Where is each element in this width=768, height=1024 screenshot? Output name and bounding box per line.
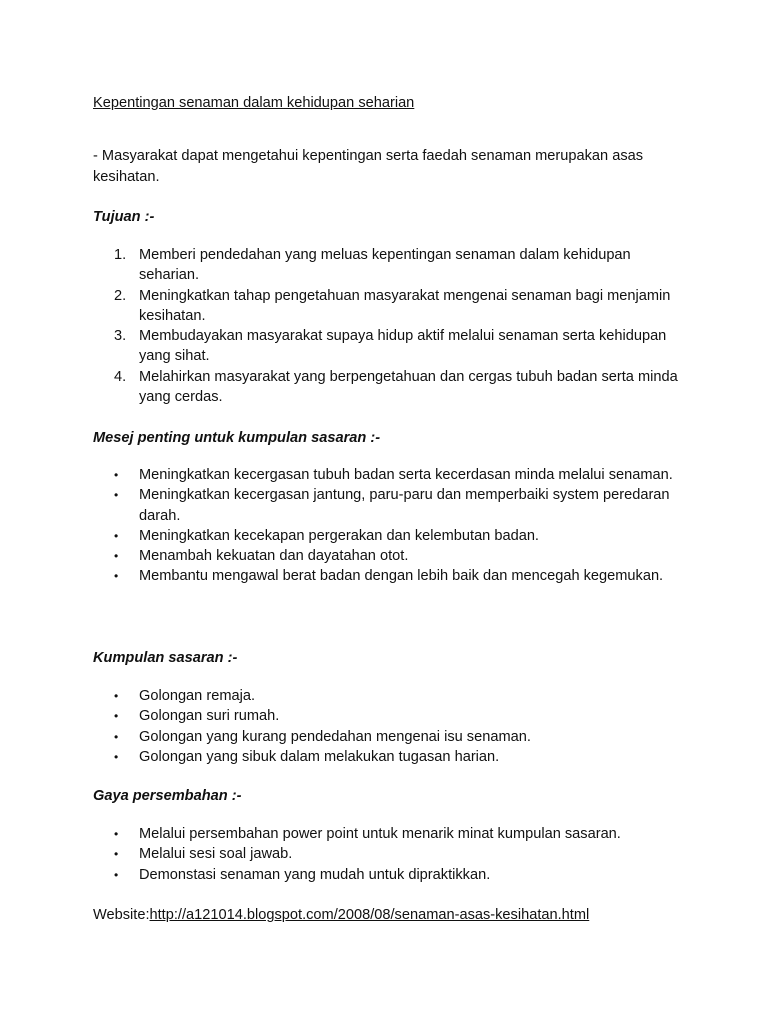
- list-item: [0, 465, 700, 485]
- gaya-heading: Gaya persembahan :-: [93, 788, 242, 804]
- bullet-icon: •: [114, 549, 119, 564]
- list-item-text: Golongan yang kurang pendedahan mengenai isu senaman.: [139, 728, 531, 745]
- list-item: [0, 824, 700, 844]
- bullet-icon: •: [114, 488, 119, 503]
- list-number: 1.: [114, 247, 127, 263]
- list-item: [0, 286, 700, 327]
- tujuan-heading: Tujuan :-: [93, 209, 155, 225]
- website-link[interactable]: http://a121014.blogspot.com/2008/08/senaman-asas-kesihatan.html: [149, 907, 590, 923]
- website-label: Website:: [93, 907, 150, 923]
- document-title: Kepentingan senaman dalam kehidupan seharian: [93, 95, 415, 111]
- list-item-text: Melahirkan masyarakat yang berpengetahuan dan cergas tubuh badan serta minda yang cerdas.: [139, 368, 678, 406]
- list-item-text: Meningkatkan kecergasan tubuh badan serta kecerdasan minda melalui senaman.: [139, 467, 673, 483]
- list-item: [0, 526, 700, 546]
- mesej-list: [0, 465, 700, 587]
- list-item: [0, 865, 700, 885]
- bullet-icon: •: [114, 749, 119, 764]
- mesej-heading: Mesej penting untuk kumpulan sasaran :-: [93, 430, 381, 446]
- bullet-icon: •: [114, 729, 119, 744]
- list-item-text: Golongan yang sibuk dalam melakukan tugasan harian.: [139, 748, 500, 765]
- list-item-text: Golongan suri rumah.: [139, 708, 280, 725]
- list-item: [0, 686, 700, 706]
- list-number: 4.: [114, 368, 127, 385]
- list-item-text: Melalui sesi soal jawab.: [139, 846, 293, 863]
- website-line: [93, 905, 589, 925]
- bullet-icon: •: [114, 847, 119, 862]
- list-item-text: Meningkatkan kecekapan pergerakan dan kelembutan badan.: [139, 527, 539, 544]
- kumpulan-list: [0, 686, 700, 767]
- list-item: [0, 485, 700, 526]
- list-item-text: Golongan remaja.: [139, 688, 256, 704]
- list-item: [0, 367, 700, 408]
- kumpulan-heading: Kumpulan sasaran :-: [93, 650, 238, 666]
- list-item: [0, 546, 700, 566]
- list-item-text: Membudayakan masyarakat supaya hidup aktif melalui senaman serta kehidupan yang sihat.: [139, 328, 667, 365]
- bullet-icon: •: [114, 528, 119, 543]
- tujuan-list: [0, 245, 700, 407]
- list-item-text: Melalui persembahan power point untuk menarik minat kumpulan sasaran.: [139, 826, 621, 842]
- list-item-text: Memberi pendedahan yang meluas kepentingan senaman dalam kehidupan seharian.: [139, 247, 631, 284]
- list-item: [0, 706, 700, 726]
- list-item-text: Meningkatkan kecergasan jantung, paru-paru dan memperbaiki system peredaran darah.: [139, 487, 670, 524]
- intro-paragraph: - Masyarakat dapat mengetahui kepentingan serta faedah senaman merupakan asas kesihatan.: [93, 148, 644, 185]
- list-item: [0, 566, 700, 586]
- gaya-list: [0, 824, 700, 885]
- list-item-text: Meningkatkan tahap pengetahuan masyarakat mengenai senaman bagi menjamin kesihatan.: [139, 287, 671, 324]
- bullet-icon: •: [114, 569, 119, 584]
- list-item: [0, 326, 700, 367]
- bullet-icon: •: [114, 709, 119, 724]
- list-item: [0, 727, 700, 747]
- list-item-text: Menambah kekuatan dan dayatahan otot.: [139, 548, 409, 565]
- list-item: [0, 747, 700, 767]
- list-item: [0, 844, 700, 864]
- bullet-icon: •: [114, 867, 119, 882]
- bullet-icon: •: [114, 689, 119, 703]
- list-item: [0, 245, 700, 286]
- list-number: 2.: [114, 287, 127, 304]
- bullet-icon: •: [114, 827, 119, 841]
- list-item-text: Membantu mengawal berat badan dengan lebih baik dan mencegah kegemukan.: [139, 568, 664, 585]
- list-number: 3.: [114, 328, 127, 345]
- bullet-icon: •: [114, 468, 119, 482]
- list-item-text: Demonstasi senaman yang mudah untuk dipraktikkan.: [139, 866, 491, 883]
